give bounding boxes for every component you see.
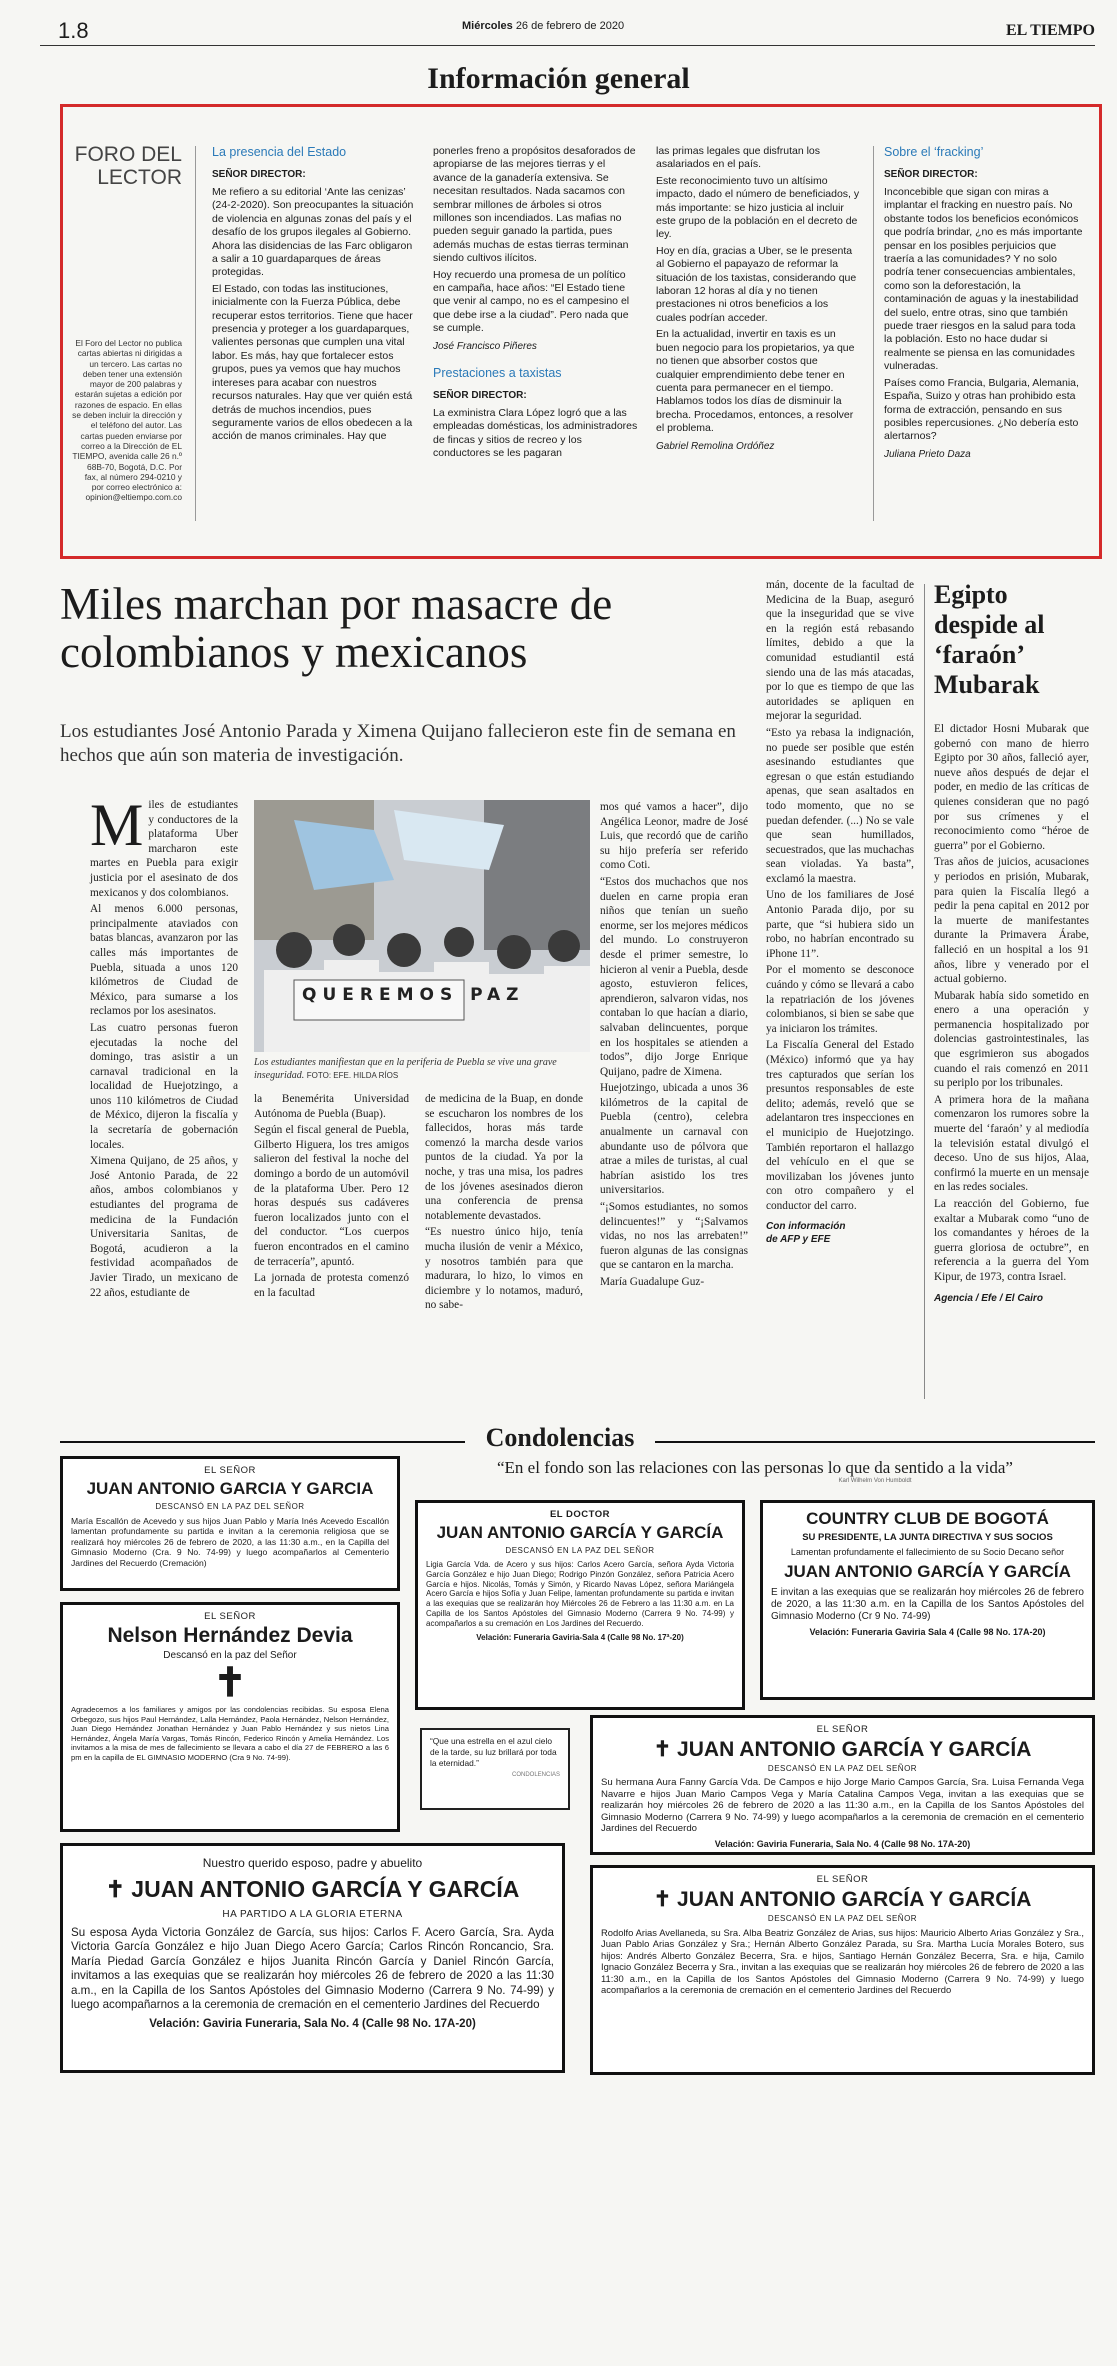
obit-name: JUAN ANTONIO GARCIA Y GARCIA bbox=[86, 1479, 374, 1498]
letter-signature: Gabriel Remolina Ordóñez bbox=[656, 440, 775, 452]
obit-sub: HA PARTIDO A LA GLORIA ETERNA bbox=[222, 1909, 403, 1920]
letter-title-taxistas: Prestaciones a taxistas bbox=[433, 365, 562, 380]
obit-name: ✝ JUAN ANTONIO GARCÍA Y GARCÍA bbox=[105, 1876, 520, 1902]
obit-pre: EL DOCTOR bbox=[549, 1509, 611, 1520]
photo-credit: FOTO: EFE. HILDA RÍOS bbox=[306, 1071, 399, 1080]
letter-paragraph: las primas legales que disfrutan los asalariados en el país. bbox=[656, 145, 821, 171]
side-story bbox=[934, 580, 1089, 1304]
estrella-sign: CONDOLENCIAS bbox=[511, 1772, 560, 1778]
obituary-country-club bbox=[760, 1500, 1095, 1700]
obit-venue: Velación: Funeraria Gaviria-Sala 4 (Calle 98 No. 17ª-20) bbox=[476, 1632, 684, 1642]
article-paragraph: “Es nuestro único hijo, tenía mucha ilusión de venir a México, y nosotros también para que madurara, lo hizo, lo vimos en diciembre y lo notamos, maduró, no sabe- bbox=[425, 1226, 583, 1312]
obituary-estrella bbox=[420, 1728, 570, 1810]
letter-paragraph: Inconcebible que sigan con miras a implantar el fracking en nuestro país. No obstante todos los beneficios económicos que podría brindar, ¿no es más importante pensar en los posibles perjuicios que traería a las comunidades? Y no solo podría tener consecuencias ambientales, como son la deforestación, la contaminación de aguas y la inestabilidad del suelo, entre otras, sino que también puede traer riesgos en la salud para toda la población. Esto no hace dudar si realmente se piensa en las comunidades vulneradas. bbox=[884, 186, 1083, 373]
photo-placard-text: QUEREMOS PAZ bbox=[302, 985, 525, 1005]
article-paragraph: mán, docente de la facultad de Medicina de la Buap, aseguró que la inseguridad que se vive en la región está rebasando límites, debido a que la comunidad estudiantil está siendo una de las más atacadas, por lo que es tiempo de que las autoridades se apliquen en mejorar la seguridad. bbox=[766, 579, 914, 723]
side-paragraph: A primera hora de la mañana comenzaron los rumores sobre la muerte del ‘faraón’ y al mediodía la televisión estatal divulgó el deceso. Uno de sus hijos, Alaa, confirmó la muerte en un mensaje en las redes sociales. bbox=[934, 1093, 1089, 1194]
photo-crowd-illustration bbox=[254, 800, 590, 1052]
article-paragraph: María Guadalupe Guz- bbox=[600, 1276, 705, 1288]
foro-divider-2 bbox=[873, 146, 874, 521]
letter-paragraph: ponerles freno a propósitos desaforados de apropiarse de las mejores tierras y el avance de la ganadería extensiva. Se necesitan resultados. Nada sacamos con sembrar millones de árboles si otros millones son incendiados. Las mafias no pueden seguir ganado la partida, pues además muchas de estas tierras terminan siendo cultivos ilícitos. bbox=[433, 145, 636, 265]
condolencias-title: Condolencias bbox=[485, 1423, 635, 1452]
salutation: SEÑOR DIRECTOR: bbox=[212, 169, 306, 180]
article-source-credit bbox=[766, 1220, 914, 1246]
side-paragraph: Tras años de juicios, acusaciones y periodos en prisión, Mubarak, para quien la Fiscalía llegó a pedir la pena capital en 2012 por la muerte de manifestantes durante la Primavera Árabe, falleció en un hospital a los 91 años, libre y venerado por el actual gobierno. bbox=[934, 856, 1089, 986]
foro-col2 bbox=[433, 145, 638, 463]
letter-signature: José Francisco Piñeres bbox=[433, 340, 537, 352]
obituary-rodolfo bbox=[590, 1865, 1095, 2075]
club-lament: Lamentan profundamente el fallecimiento de su Socio Decano señor bbox=[790, 1547, 1065, 1557]
article-paragraph: Al menos 6.000 personas, principalmente ataviados con batas blancas, avanzaron por las calles más importantes de Puebla, situada a unos 120 kilómetros de Ciudad de México, para sumarse a los reclamos por los asesinatos. bbox=[90, 903, 238, 1018]
article-paragraph: Huejotzingo, ubicada a unos 36 kilómetros de la capital de Puebla (centro), celebra anualmente un carnaval con abundante uso de pólvora que atrae a miles de turistas, al cual habrían asistido los tres universitarios. bbox=[600, 1082, 748, 1197]
club-venue: Velación: Funeraria Gaviria Sala 4 (Calle 98 No. 17A-20) bbox=[809, 1627, 1046, 1637]
side-credit: Agencia / Efe / El Cairo bbox=[934, 1292, 1043, 1304]
article-photo bbox=[254, 800, 590, 1052]
letter-paragraph: Este reconocimiento tuvo un altísimo impacto, dado el número de beneficiados, y más importante: se hizo justicia al incluir este grupo de la población en el decreto de ley. bbox=[656, 174, 860, 241]
cross-icon: ✝ bbox=[213, 1660, 247, 1705]
condolencias-rule-left bbox=[60, 1441, 465, 1443]
article-deck: Los estudiantes José Antonio Parada y Ximena Quijano fallecieron este fin de semana en hechos que aún son materia de investigación. bbox=[60, 721, 736, 766]
page-number: 1.8 bbox=[58, 18, 89, 43]
quote-text: “En el fondo son las relaciones con las personas lo que da sentido a la vida” bbox=[497, 1458, 1013, 1477]
club-text: E invitan a las exequias que se realizarán hoy miércoles 26 de febrero de 2020, a las 11:30 a.m. en la Capilla de los Santos Apóstoles del Gimnasio Moderno (Cr 9 No. 74-99) bbox=[771, 1587, 1084, 1622]
side-headline: Egipto despide al ‘faraón’ Mubarak bbox=[934, 580, 1045, 699]
obit-sub: DESCANSÓ EN LA PAZ DEL SEÑOR bbox=[767, 1914, 918, 1923]
side-paragraph: El dictador Hosni Mubarak que gobernó con mano de hierro Egipto por 30 años, falleció ayer, nueve años después de dejar el poder, en medio de las críticas de quienes consideran que no pagó por sus crímenes y el reconocimiento como “héroe de guerra” por el Gobierno. bbox=[934, 723, 1089, 852]
article-paragraph: “¡Somos estudiantes, no somos delincuentes!” y “¡Salvamos vidas, no nos las arrebaten!” fueron algunas de las consignas que se cantaron en la marcha. bbox=[600, 1201, 748, 1272]
side-paragraph: La reacción del Gobierno, fue exaltar a Mubarak como “uno de los comandantes y héroes de la guerra gloriosa de octubre”, en referencia a la guerra del Yom Kipur, de 1973, contra Israel. bbox=[934, 1198, 1089, 1283]
date-day: Miércoles bbox=[462, 20, 513, 32]
obit-sub: DESCANSÓ EN LA PAZ DEL SEÑOR bbox=[505, 1546, 655, 1555]
header-rule bbox=[40, 45, 1095, 46]
obit-sub: DESCANSÓ EN LA PAZ DEL SEÑOR bbox=[767, 1764, 918, 1773]
obit-name: ✝ JUAN ANTONIO GARCÍA Y GARCÍA bbox=[653, 1738, 1032, 1761]
obituary-escallon bbox=[60, 1456, 400, 1591]
obituary-aura-fanny bbox=[590, 1715, 1095, 1855]
drop-cap: M bbox=[90, 792, 144, 858]
letter-signature: Juliana Prieto Daza bbox=[884, 448, 971, 460]
obit-text: María Escallón de Acevedo y sus hijos Juan Pablo y María Inés Acevedo Escallón lamentan profundamente su partida e invitan a la ceremonia religiosa que se realizará hoy miércoles 26 de febrero de 2020, a las 11:30 a.m., en la Capilla del Gimnasio Moderno (Cra. 9 No. 74-99) y luego acompañarlos al Cementerio Jardines del Recuerdo (Cremación) bbox=[71, 1516, 389, 1568]
letter-paragraph: El Estado, con todas las instituciones, inicialmente con la Fuerza Pública, debe recuperar estos territorios. Tiene que hacer presencia y proteger a los guardaparques, valientes personas que cumplen una vital labor. Es más, hay que fortalecer estos grupos, pues ya vemos que hay muchos intereses para acabar con nuestros recursos naturales. Hay que ver quién está detrás de muchos incendios, pues seguramente varios de ellos obedecen a la acción de manos criminales. Hay que bbox=[212, 282, 413, 443]
foro-col3 bbox=[656, 145, 861, 452]
obituary-nelson bbox=[60, 1602, 400, 1832]
club-person: JUAN ANTONIO GARCÍA Y GARCÍA bbox=[784, 1562, 1071, 1581]
masthead-brand: EL TIEMPO bbox=[1005, 22, 1095, 39]
obit-pre: Nuestro querido esposo, padre y abuelito bbox=[202, 1856, 423, 1870]
article-paragraph: Uno de los familiares de José Antonio Parada dijo, por su parte, que “si hubiera sido un robo, no habrían encontrado su iPhone 11”. bbox=[766, 889, 914, 960]
side-paragraph: Mubarak había sido sometido en enero a una operación y permanencia hospitalizado por dolencias gastrointestinales, las que esgrimieron sus abogados cuando el rais comenzó en 2011 su periplo por los tribunales. bbox=[934, 989, 1089, 1090]
obit-text: Su esposa Ayda Victoria González de García, sus hijos: Carlos F. Acero García, Sra. Ayda Victoria García González e hijo Juan Diego Acero García; Carlos Rincón Roncancio, Sra. María Piedad García González e hijos Juanita Rincón García y Daniel Rincón García, invitamos a las exequias que se realizarán hoy miércoles 26 de febrero de 2020 a las 11:30 a.m., en la Capilla de los Santos Apóstoles del Gimnasio Moderno (Carrera 9 No. 74-99) y luego acompañarnos a la ceremonia de cremación en el cementerio Jardines del Recuerdo bbox=[71, 1926, 554, 2012]
condolencias-rule-right bbox=[655, 1441, 1095, 1443]
obit-sub: Descansó en la paz del Señor bbox=[163, 1650, 297, 1661]
obit-text: Ligia García Vda. de Acero y sus hijos: Carlos Acero García, señora Ayda Victoria García González e hijo Juan Diego; Rodrigo Pinzón González, señora Patricia Acero García e hijos. Nicolás, Tomás y Simón, y Ricardo Navas López, señora Mariángela Acero García e hijos Sofía y Juan Felipe, lamentan profundamente su partida e invitan a las exequias que se realizarán hoy Miércoles 26 de Febrero a las 11:30 a.m. en La Capilla de los Santos Apóstoles del Gimnasio Moderno (Carrera 9 No. 74-99) y acompañarlos a su cremación en Los Jardines del Recuerdo. bbox=[426, 1560, 734, 1628]
obit-name: JUAN ANTONIO GARCÍA Y GARCÍA bbox=[436, 1523, 724, 1542]
foro-title-line2: LECTOR bbox=[97, 166, 182, 189]
article-col3 bbox=[425, 1092, 583, 1315]
obit-text: Rodolfo Arias Avellaneda, su Sra. Alba Beatriz González de Arias, sus hijos: Mauricio Alberto Arias González y Sra., Juan Pablo Arias González y Sra.; Hernán Alberto González Parada, su Sra. Martha Lucía Morales Botero, sus hijos: Andrés Alberto González Becerra, Sra. e hijos, Santiago Hernán González Becerra, Sra. e hija, Camilo Ignacio González Becerra y Sra., invitan a las exequias que se realizarán hoy miércoles 26 de febrero de 2020 a las 11:30 a.m., en la Capilla de los Santos Apóstoles del Gimnasio Moderno (Carrera 9 No. 74-99) y luego acompañarlos a la ceremonia de cremación en el cementerio Jardines del Recuerdo bbox=[601, 1927, 1084, 1996]
letter-paragraph: Hoy recuerdo una promesa de un político en campaña, hace años: “El Estado tiene que venir al campo, no es el campesino el que debe irse a la ciudad”. Pero nada que se cumple. bbox=[433, 268, 630, 335]
article-paragraph: Las cuatro personas fueron ejecutadas la noche del domingo, tras asistir a un carnaval tradicional en la localidad de Huejotzingo, a unos 110 kilómetros de Ciudad de México, dijeron la fiscalía y la secretaría de gobernación locales. bbox=[90, 1021, 238, 1151]
estrella-text: “Que una estrella en el azul cielo de la tarde, su luz brillará por toda la eternidad.” bbox=[430, 1736, 557, 1768]
foro-rules: El Foro del Lector no publica cartas abiertas ni dirigidas a un tercero. Las cartas no deben tener una extensión mayor de 200 palabras y estarán sujetas a edición por razones de espacio. En ellas se deben incluir la dirección y el teléfono del autor. Las cartas pueden enviarse por correo a la Dirección de EL TIEMPO, avenida calle 26 n.º 68B-70, Bogotá, D.C. Por fax, al número 294-0210 y por correo electrónico a: opinion@eltiempo.com.co bbox=[72, 338, 182, 503]
obit-venue: Velación: Gaviria Funeraria, Sala No. 4 (Calle 98 No. 17A-20) bbox=[714, 1838, 971, 1849]
credit-line1: Con información bbox=[766, 1220, 846, 1232]
letter-paragraph: Países como Francia, Bulgaria, Alemania, España, Suizo y otras han prohibido esta forma de extracción, pensando en sus posibles repercusiones. ¿No debería esto alertarnos? bbox=[884, 376, 1079, 443]
lead-text: iles de estudiantes y conductores de la plataforma Uber marcharon este martes en Puebla para exigir justicia por el asesinato de dos mexicanos y dos colombianos. bbox=[90, 799, 238, 899]
obit-pre: EL SEÑOR bbox=[204, 1465, 256, 1476]
club-sub: SU PRESIDENTE, LA JUNTA DIRECTIVA Y SUS SOCIOS bbox=[802, 1532, 1053, 1543]
article-paragraph: Por el momento se desconoce cuándo y cómo se llevará a cabo la repatriación de los jóvenes colombianos, si bien se sabe que ya iniciaron los trámites. bbox=[766, 964, 914, 1035]
section-title: Información general bbox=[427, 62, 690, 95]
obit-text: Agradecemos a los familiares y amigos por las condolencias recibidas. Su esposa Elena Orbegozo, sus hijos Paul Hernández, Lalla Hernández, Paola Hernández, Nelson Hernández, Juan Diego Hernández Jonathan Hernández y Juan Pablo Hernández y sus nietos Lina Hernández, Ángela María Vargas, Tomás Rincón, Federico Rincón y Amelia Hernández. Los invitamos a la misa de mes de fallecimiento se llevara a cabo el día 27 de FEBRERO a las 6 pm en la capilla de EL GIMNASIO MODERNO (Cra 9 No. 74-99). bbox=[71, 1705, 389, 1762]
lead-paragraph bbox=[90, 792, 238, 900]
letter-paragraph: Me refiero a su editorial ‘Ante las cenizas’ (24-2-2020). Son preocupantes la situación de violencia en algunas zonas del país y el desafío de los grupos ilegales al Gobierno. Ahora las disidencias de las Farc obligaron a salir a 10 guardaparques de áreas protegidas. bbox=[212, 186, 414, 279]
article-paragraph: de medicina de la Buap, en donde se escucharon los nombres de los fallecidos, horas más tarde comenzó la marcha desde varios puntos de la ciudad. Ya por la noche, y tras una misa, los padres de los jóvenes asesinados dieron una conferencia de prensa notablemente devastados. bbox=[425, 1093, 583, 1222]
date-rest: 26 de febrero de 2020 bbox=[515, 20, 625, 32]
obit-name: Nelson Hernández Devia bbox=[107, 1624, 353, 1647]
article-paragraph: La Fiscalía General del Estado (México) informó que ya hay tres capturados que serían los presuntos responsables de este delito; además, reveló que se adelantaron tres inspecciones en el municipio de Huejotzingo. También reportaron el hallazgo del vehículo en el que se movilizaban los jóvenes junto con otro compañero y el conductor del carro. bbox=[766, 1039, 914, 1212]
salutation: SEÑOR DIRECTOR: bbox=[433, 389, 527, 401]
letter-paragraph: La exministra Clara López logró que a las empleadas domésticas, los administradores de fincas y sitios de recreo y los conductores se les pagaran bbox=[433, 406, 638, 459]
foro-title-line1: FORO DEL bbox=[74, 143, 182, 166]
foro-divider-1 bbox=[195, 146, 196, 521]
quote-author: Karl Wilhelm Von Humboldt bbox=[838, 1478, 912, 1484]
foro-col1 bbox=[212, 145, 417, 447]
obit-sub: DESCANSÓ EN LA PAZ DEL SEÑOR bbox=[155, 1502, 305, 1511]
article-paragraph: la Benemérita Universidad Autónoma de Puebla (Buap). bbox=[254, 1093, 409, 1120]
obit-pre: EL SEÑOR bbox=[204, 1611, 256, 1622]
article-paragraph: Ximena Quijano, de 25 años, y José Antonio Parada, de 22 años, ambos colombianos y estudiantes del programa de medicina de la Fundación Universitaria Sanitas, de Bogotá, acudieron a la festividad acompañados de Javier Tirado, un mexicano de 22 años, estudiante de bbox=[90, 1155, 238, 1299]
obit-name: ✝ JUAN ANTONIO GARCÍA Y GARCÍA bbox=[653, 1888, 1032, 1911]
salutation: SEÑOR DIRECTOR: bbox=[884, 169, 978, 180]
article-col5 bbox=[766, 578, 914, 1246]
article-paragraph: mos qué vamos a hacer”, dijo Angélica Leonor, madre de José Luis, que recordó que de cariño su hijo prefería ser referido como Coti. bbox=[600, 801, 748, 872]
article-headline: Miles marchan por masacre de colombianos y mexicanos bbox=[60, 579, 613, 677]
letter-title-estado: La presencia del Estado bbox=[212, 145, 347, 159]
letter-paragraph: En la actualidad, invertir en taxis es un buen negocio para los propietarios, ya que no tienen que absorber costos que cualquier emprendimiento debe tener en cuenta para permanecer en el tiempo. Hablamos todos los días de disminuir la brecha. Procedamos, entonces, a resolver el problema. bbox=[656, 328, 855, 435]
foro-title bbox=[72, 143, 182, 189]
obituary-ligia bbox=[415, 1500, 745, 1710]
article-paragraph: La jornada de protesta comenzó en la facultad bbox=[254, 1272, 409, 1299]
side-divider bbox=[924, 584, 925, 1399]
article-col4 bbox=[600, 800, 748, 1292]
credit-line2: de AFP y EFE bbox=[766, 1233, 831, 1245]
article-paragraph: Según el fiscal general de Puebla, Gilberto Higuera, los tres amigos salieron del festival la noche del domingo a bordo de un automóvil de la plataforma Uber. Pero 12 horas después sus cadáveres fueron localizados junto con el del conductor. “Los cuerpos fueron encontrados en el camino de terracería”, apuntó. bbox=[254, 1124, 409, 1268]
article-paragraph: “Estos dos muchachos que nos duelen en carne propia eran niños que tenían un sueño enorme, ser los mejores médicos del mundo. Lo construyeron desde el primer semestre, lo hicieron al venir a Puebla, desde agosto, estuvieron felices, aprendieron, salvaron vidas, nos contaban lo que hacían a diario, salvaban delincuentes, porque en los hospitales se atienden a todos”, dijo Jorge Enrique Quijano, padre de Ximena. bbox=[600, 875, 748, 1078]
obit-text: Su hermana Aura Fanny García Vda. De Campos e hijo Jorge Mario Campos García, Sra. Luisa Fernanda Vega Navarre e hijos Juan Mario Campos Vega y María Catalina Campos Vega, invitan a las exequias que se realizarán hoy miércoles 26 de febrero de 2020 a las 11:30 a.m., en la Capilla de los Santos Apóstoles del Gimnasio Moderno (Carrera 9 No. 74-99) y luego acompañarlos a la ceremonia de cremación en el cementerio Jardines del Recuerdo bbox=[601, 1777, 1084, 1835]
obit-venue: Velación: Gaviria Funeraria, Sala No. 4 (Calle 98 No. 17A-20) bbox=[149, 2018, 476, 2031]
obit-pre: EL SEÑOR bbox=[816, 1724, 869, 1735]
club-name: COUNTRY CLUB DE BOGOTÁ bbox=[806, 1509, 1049, 1528]
foro-col4 bbox=[884, 145, 1084, 460]
article-paragraph: “Esto ya rebasa la indignación, no puede ser posible que estén asesinando estudiantes que egresan o que están estudiando apenas, que sean asaltados en todo momento, que no se puedan defender. (...) No se vale que sean humillados, secuestrados, que las muchachas sean violadas. Ya basta”, exclamó la maestra. bbox=[766, 726, 914, 885]
letter-title-fracking: Sobre el ‘fracking’ bbox=[884, 145, 984, 159]
condolencias-quote bbox=[425, 1458, 1085, 1484]
article-col2 bbox=[254, 1092, 409, 1302]
photo-caption bbox=[254, 1056, 590, 1082]
letter-paragraph: Hoy en día, gracias a Uber, se le presenta al Gobierno el papayazo de reformar la situación de los taxistas, considerando que laboran 12 horas al día y no tienen prestaciones ni otros beneficios a los cuales podrían acceder. bbox=[656, 244, 857, 324]
article-col1 bbox=[90, 792, 238, 1302]
header-date bbox=[462, 20, 624, 32]
obituary-ayda bbox=[60, 1843, 565, 2073]
obit-pre: EL SEÑOR bbox=[816, 1874, 869, 1885]
caption-text: Los estudiantes manifiestan que en la periferia de Puebla se vive una grave inseguridad. bbox=[254, 1057, 557, 1081]
